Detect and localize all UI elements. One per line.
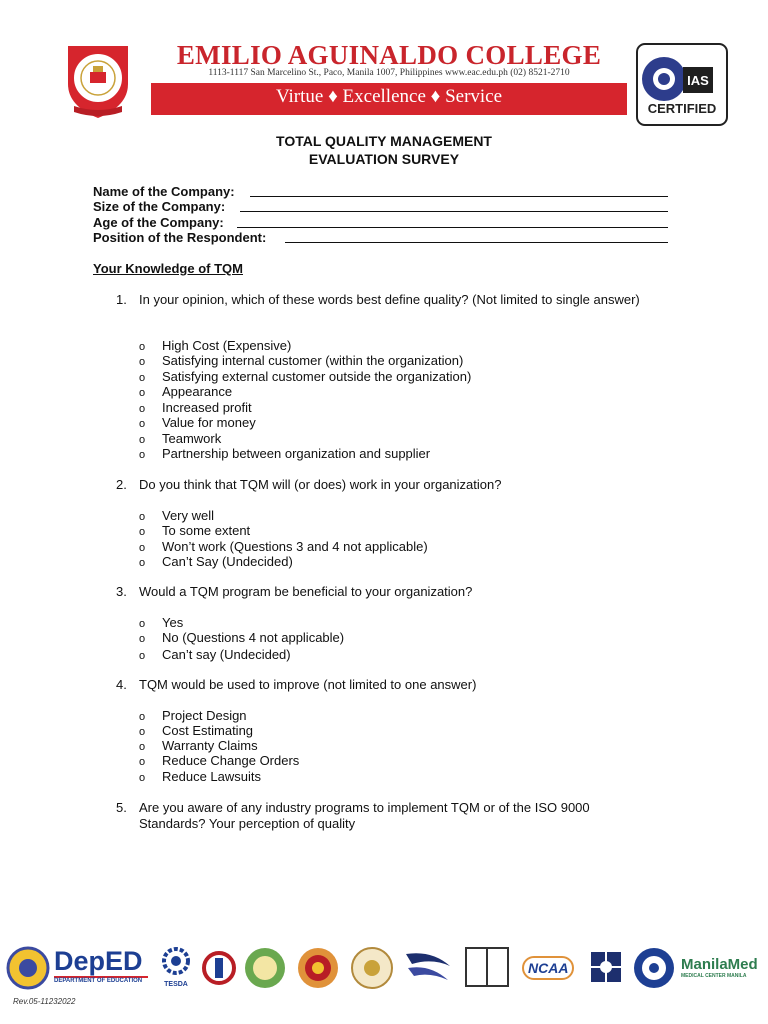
question-text: Are you aware of any industry programs to implement TQM or of the ISO 9000 Standards? Your perception of quality xyxy=(139,800,590,831)
respondent-position-field[interactable] xyxy=(285,242,668,243)
option-label: Can’t say (Undecided) xyxy=(162,647,291,662)
swoosh-logo xyxy=(402,946,454,990)
option-bullet[interactable]: o xyxy=(139,650,146,662)
manilamed-wordmark: ManilaMed xyxy=(681,956,758,973)
option-bullet[interactable]: o xyxy=(139,434,146,446)
iso-certified-badge xyxy=(636,43,728,126)
option-bullet[interactable]: o xyxy=(139,511,146,523)
seal-logo xyxy=(243,946,287,990)
accreditation-logo xyxy=(202,946,236,990)
option-label: Satisfying internal customer (within the organization) xyxy=(162,353,464,368)
option-bullet[interactable]: o xyxy=(139,372,146,384)
question-number: 1. xyxy=(116,292,127,307)
field-label-company-age: Age of the Company: xyxy=(93,215,224,230)
gear-icon xyxy=(159,946,193,976)
option-bullet[interactable]: o xyxy=(139,618,146,630)
question-text: Would a TQM program be beneficial to your organization? xyxy=(139,584,473,599)
option-bullet[interactable]: o xyxy=(139,387,146,399)
option-bullet[interactable]: o xyxy=(139,741,146,753)
option-label: Increased profit xyxy=(162,400,252,415)
option-bullet[interactable]: o xyxy=(139,772,146,784)
college-name: EMILIO AGUINALDO COLLEGE xyxy=(176,40,602,70)
question-text: In your opinion, which of these words best define quality? (Not limited to single answer) xyxy=(139,292,640,307)
company-name-field[interactable] xyxy=(250,196,668,197)
option-bullet[interactable]: o xyxy=(139,557,146,569)
question-number: 3. xyxy=(116,584,127,599)
certified-label: CERTIFIED xyxy=(647,101,717,116)
motto-text: Virtue ♦ Excellence ♦ Service xyxy=(275,86,503,107)
book-logo xyxy=(464,946,510,990)
option-label: Satisfying external customer outside the organization) xyxy=(162,369,472,384)
option-label: Warranty Claims xyxy=(162,738,258,753)
question-number: 4. xyxy=(116,677,127,692)
option-bullet[interactable]: o xyxy=(139,449,146,461)
option-bullet[interactable]: o xyxy=(139,711,146,723)
option-label: Appearance xyxy=(162,384,233,399)
option-label: Reduce Change Orders xyxy=(162,753,300,768)
section-heading: Your Knowledge of TQM xyxy=(93,261,243,276)
option-label: Cost Estimating xyxy=(162,723,254,738)
tesda-label: TESDA xyxy=(164,981,188,988)
question-number: 2. xyxy=(116,477,127,492)
deped-logo xyxy=(54,946,148,990)
survey-title-line1: TOTAL QUALITY MANAGEMENT xyxy=(276,133,492,149)
deped-wordmark: DepED xyxy=(54,946,143,976)
option-bullet[interactable]: o xyxy=(139,356,146,368)
deped-subtitle: DEPARTMENT OF EDUCATION xyxy=(54,976,148,984)
option-label: High Cost (Expensive) xyxy=(162,338,292,353)
revision-code: Rev.05-11232022 xyxy=(13,997,76,1006)
seal-logo xyxy=(6,946,50,990)
option-label: Reduce Lawsuits xyxy=(162,769,261,784)
option-bullet[interactable]: o xyxy=(139,756,146,768)
option-bullet[interactable]: o xyxy=(139,341,146,353)
option-label: Can’t Say (Undecided) xyxy=(162,554,293,569)
option-bullet[interactable]: o xyxy=(139,726,146,738)
option-label: Won’t work (Questions 3 and 4 not applicable) xyxy=(162,539,428,554)
survey-title-line2: EVALUATION SURVEY xyxy=(308,151,460,167)
company-size-field[interactable] xyxy=(240,211,668,212)
field-label-company-size: Size of the Company: xyxy=(93,199,226,214)
college-seal-logo xyxy=(60,40,136,120)
ncaa-wordmark: NCAA xyxy=(522,956,574,980)
department-logo xyxy=(585,946,627,990)
iso-certification-icon xyxy=(638,45,726,124)
seal-logo xyxy=(296,946,340,990)
manilamed-subtitle: MEDICAL CENTER MANILA xyxy=(681,973,747,979)
option-bullet[interactable]: o xyxy=(139,418,146,430)
college-address: 1113-1117 San Marcelino St., Paco, Manila 1007, Philippines www.eac.edu.ph (02) 8521-2710 xyxy=(208,68,570,78)
option-bullet[interactable]: o xyxy=(139,633,146,645)
option-label: Teamwork xyxy=(162,431,222,446)
field-label-company-name: Name of the Company: xyxy=(93,184,235,199)
option-label: To some extent xyxy=(162,523,251,538)
option-bullet[interactable]: o xyxy=(139,542,146,554)
option-label: Partnership between organization and supplier xyxy=(162,446,431,461)
option-label: Yes xyxy=(162,615,184,630)
question-number: 5. xyxy=(116,800,127,815)
question-text: TQM would be used to improve (not limited to one answer) xyxy=(139,677,477,692)
field-label-respondent-position: Position of the Respondent: xyxy=(93,230,267,245)
option-bullet[interactable]: o xyxy=(139,403,146,415)
option-label: No (Questions 4 not applicable) xyxy=(162,630,345,645)
question-text: Do you think that TQM will (or does) work in your organization? xyxy=(139,477,502,492)
ias-mark: IAS xyxy=(687,73,709,88)
option-label: Very well xyxy=(162,508,215,523)
option-label: Value for money xyxy=(162,415,256,430)
tesda-logo xyxy=(156,946,196,990)
ncaa-logo xyxy=(522,946,574,990)
manilamed-logo xyxy=(681,946,765,990)
seal-logo xyxy=(350,946,394,990)
company-age-field[interactable] xyxy=(237,227,668,228)
seal-logo xyxy=(632,946,676,990)
option-bullet[interactable]: o xyxy=(139,526,146,538)
option-label: Project Design xyxy=(162,708,247,723)
